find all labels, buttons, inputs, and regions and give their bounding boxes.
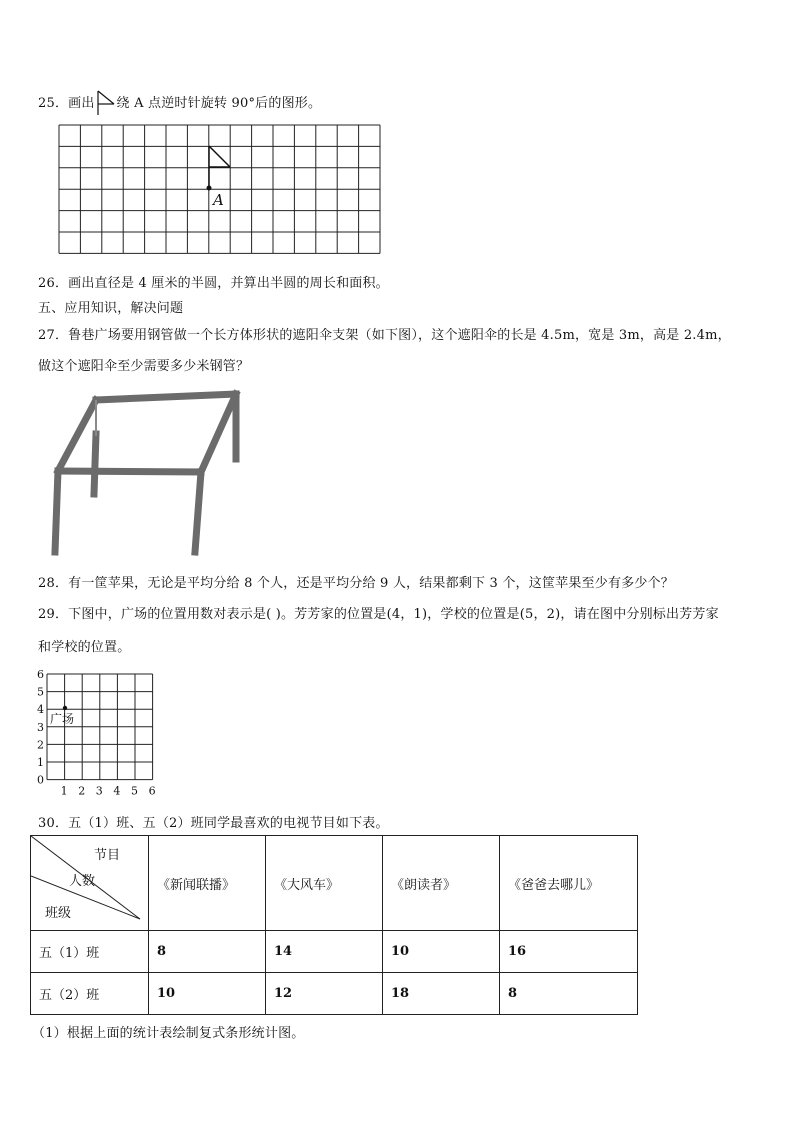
q30-row-class1 (31, 931, 638, 973)
q29-y-tick-label: 4 (37, 703, 44, 717)
q29-x-tick-label: 1 (60, 784, 68, 796)
q30-cell: 18 (383, 973, 500, 1015)
q27-line1: 27．鲁巷广场要用钢管做一个长方体形状的遮阳伞支架（如下图），这个遮阳伞的长是 4.5m，宽是 3m，高是 2.4m， (38, 328, 731, 343)
q27-line2: 做这个遮阳伞至少需要多少米钢管？ (38, 359, 250, 374)
q30-program-4: 《爸爸去哪儿》 (500, 836, 638, 931)
q30-row-label: 五（2）班 (31, 973, 149, 1015)
q30-table (30, 835, 638, 1015)
q29-y-tick-label: 5 (37, 685, 44, 699)
q30-subq1: （1）根据上面的统计表绘制复式条形统计图。 (32, 1026, 305, 1041)
q25-prefix: 25．画出 (38, 96, 95, 111)
q29-x-tick-label: 3 (95, 784, 103, 796)
q29-y-tick-label: 3 (37, 720, 44, 734)
q29-x-tick-label: 4 (113, 784, 121, 796)
q30-program-2: 《大风车》 (266, 836, 383, 931)
q29-x-tick-label: 5 (131, 784, 138, 796)
q30-row-label: 五（1）班 (31, 931, 149, 973)
q29-y-ticks (37, 668, 44, 787)
q30-cell: 8 (500, 973, 638, 1015)
q25-flag-icon (96, 90, 116, 116)
q29-x-ticks (61, 785, 156, 796)
q30-program-1: 《新闻联播》 (149, 836, 266, 931)
q26-text: 26．画出直径是 4 厘米的半圆，并算出半圆的周长和面积。 (38, 276, 389, 291)
q29-x-tick-label: 2 (78, 784, 86, 796)
q30-cell: 16 (500, 931, 638, 973)
q30-cell: 12 (266, 973, 383, 1015)
q30-cell: 10 (149, 973, 266, 1015)
q25-suffix: 绕 A 点逆时针旋转 90°后的图形。 (116, 96, 322, 111)
q29-line2: 和学校的位置。 (38, 640, 131, 655)
q25-grid (59, 125, 380, 253)
q30-text: 30．五（1）班、五（2）班同学最喜欢的电视节目如下表。 (38, 816, 389, 831)
q30-corner-middle: 人数 (69, 874, 96, 889)
section5-title: 五、应用知识，解决问题 (38, 301, 184, 316)
q30-corner-top: 节目 (94, 848, 121, 863)
q29-coordinate-grid (30, 664, 160, 796)
q30-corner-bottom: 班级 (45, 906, 72, 921)
q30-header-row (31, 836, 638, 931)
q29-y-tick-label: 2 (37, 738, 44, 752)
q30-program-3: 《朗读者》 (383, 836, 500, 931)
q28-text: 28．有一筐苹果，无论是平均分给 8 个人，还是平均分给 9 人，结果都剩下 3 个，这筐苹果至少有多少个？ (38, 576, 674, 591)
q27-umbrella-frame-image (46, 384, 250, 556)
q25-point-a (207, 186, 212, 191)
q30-cell: 8 (149, 931, 266, 973)
q30-corner-diagonals (31, 836, 148, 930)
q30-corner-cell (31, 836, 149, 931)
q29-y-tick-label: 1 (37, 756, 44, 769)
q30-cell: 10 (383, 931, 500, 973)
q29-x-tick-label: 6 (148, 784, 156, 796)
q25-grid-figure (58, 124, 384, 254)
q29-plaza-point (63, 706, 67, 710)
q25-point-label: A (213, 191, 224, 209)
q29-line1: 29．下图中，广场的位置用数对表示是( )。芳芳家的位置是(4，1)，学校的位置是(5，2)，请在图中分别标出芳芳家 (38, 607, 719, 622)
q29-grid-lines (47, 674, 153, 780)
q25-flag-shape (209, 146, 230, 188)
q29-y-tick-label: 6 (37, 668, 44, 681)
q30-cell: 14 (266, 931, 383, 973)
q30-row-class2 (31, 973, 638, 1015)
q25-line (38, 90, 321, 116)
q29-y-tick-label: 0 (37, 773, 44, 787)
q29-plaza-label: 广场 (50, 712, 75, 726)
